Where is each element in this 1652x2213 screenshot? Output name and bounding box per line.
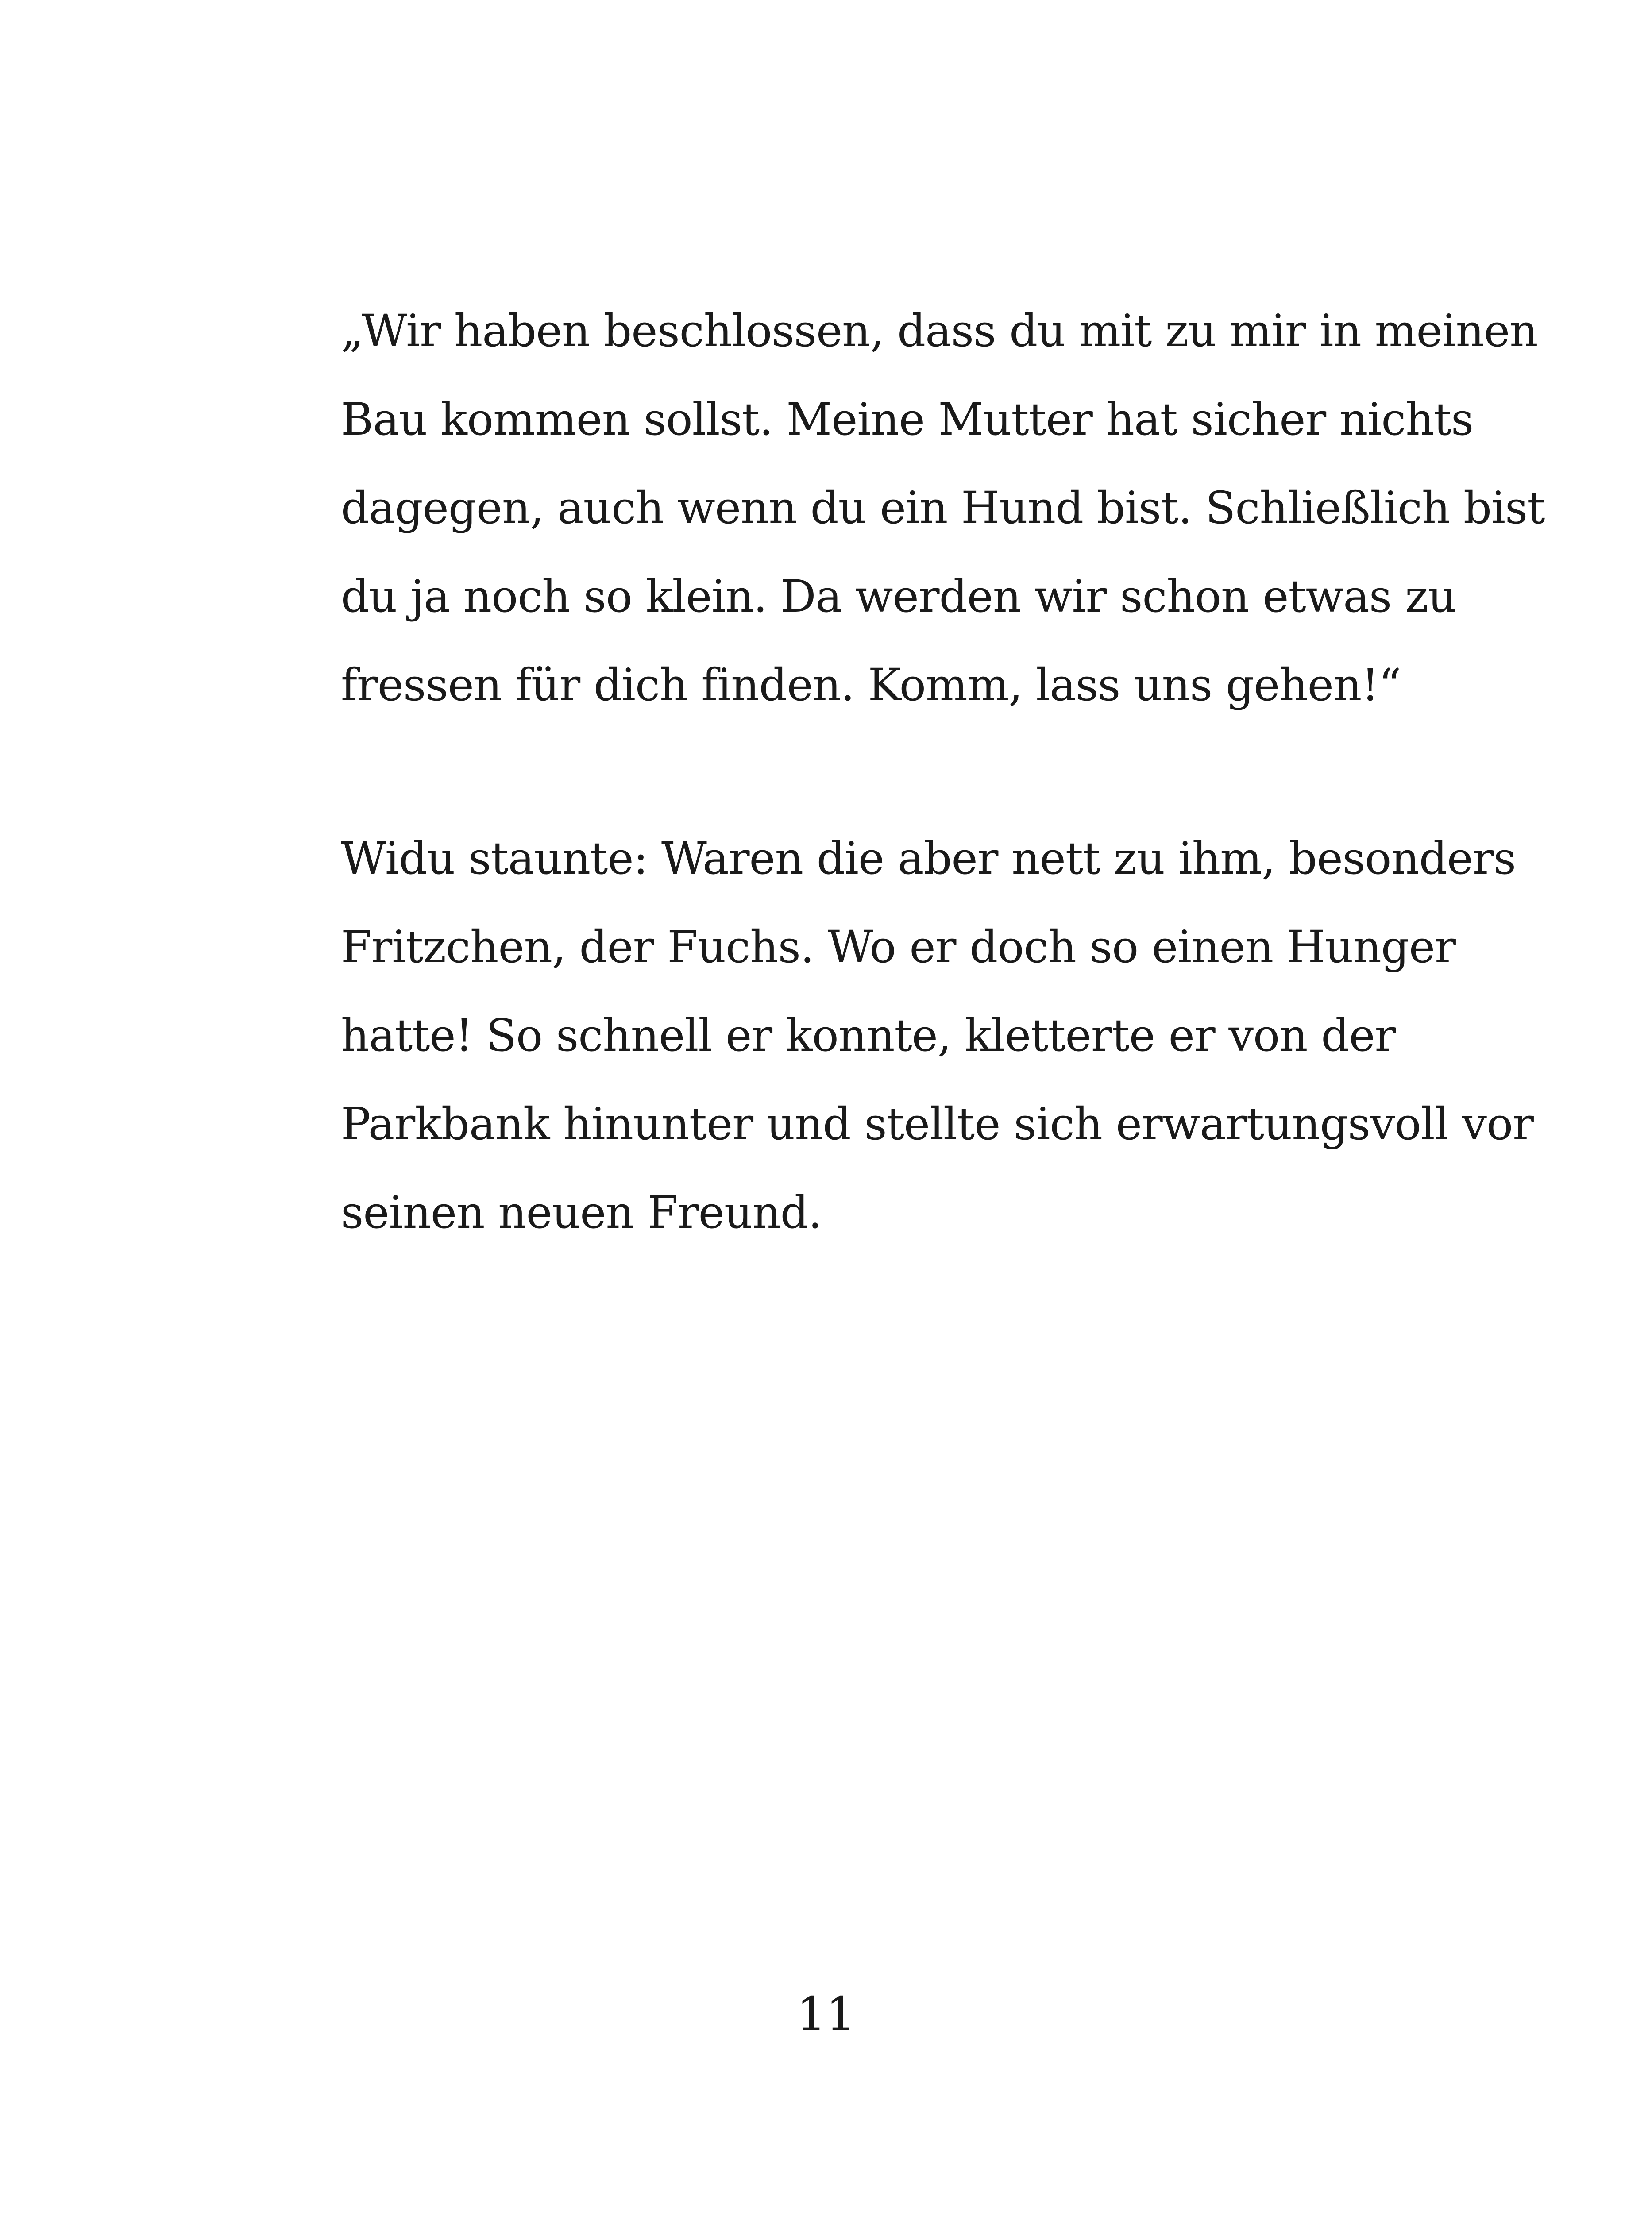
text-line: dagegen, auch wenn du ein Hund bist. Schließlich bist xyxy=(341,482,1545,534)
paragraph-1 xyxy=(341,287,1545,729)
text-line: seinen neuen Freund. xyxy=(341,1187,822,1238)
text-line: fressen für dich finden. Komm, lass uns gehen!“ xyxy=(341,659,1401,711)
text-line: Bau kommen sollst. Meine Mutter hat sicher nichts xyxy=(341,393,1474,445)
text-line: hatte! So schnell er konnte, kletterte er von der xyxy=(341,1010,1396,1061)
text-line: Fritzchen, der Fuchs. Wo er doch so einen Hunger xyxy=(341,921,1455,973)
paragraph-2 xyxy=(341,814,1533,1257)
text-line: du ja noch so klein. Da werden wir schon etwas zu xyxy=(341,571,1456,622)
text-line: „Wir haben beschlossen, dass du mit zu mir in meinen xyxy=(341,305,1538,357)
text-line: Widu staunte: Waren die aber nett zu ihm, besonders xyxy=(341,833,1516,884)
text-line: Parkbank hinunter und stellte sich erwartungsvoll vor xyxy=(341,1098,1533,1150)
page-number: 11 xyxy=(796,1987,856,2041)
